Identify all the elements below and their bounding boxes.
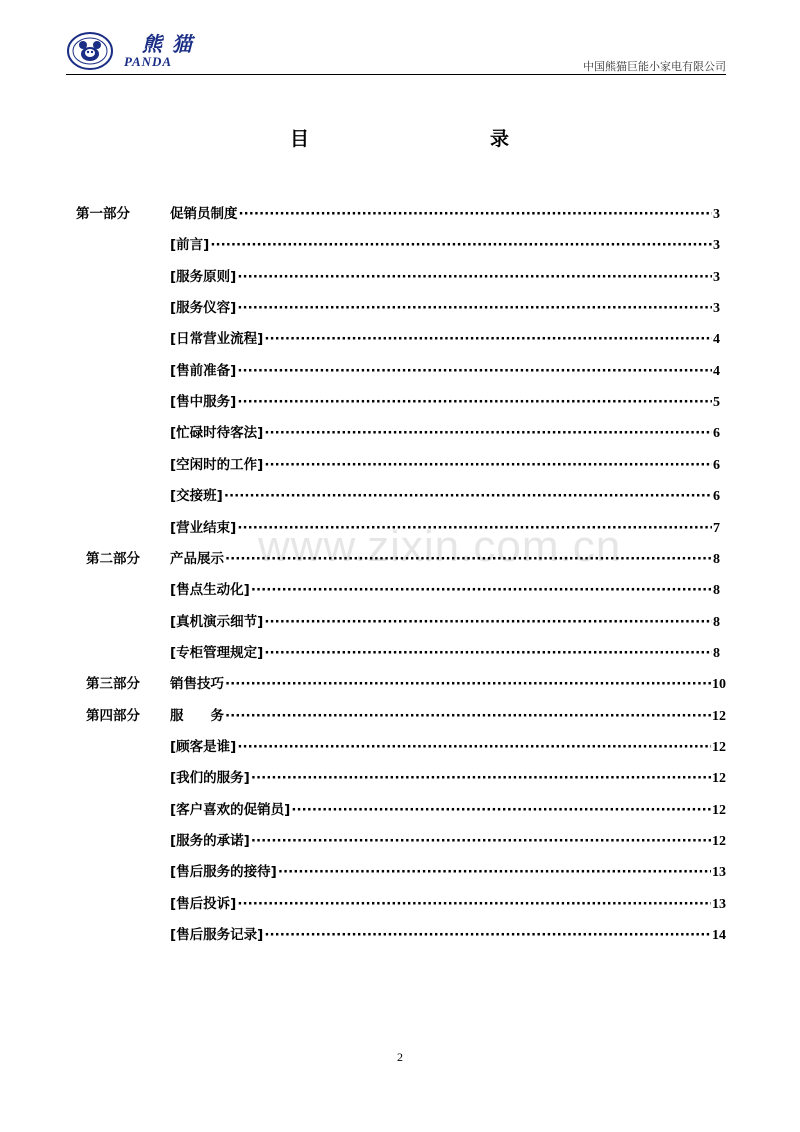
toc-leader-dots bbox=[237, 391, 712, 413]
toc-entry[interactable] bbox=[170, 548, 720, 571]
toc-entry-label: [售后服务的接待] bbox=[170, 864, 277, 881]
logo-text: PANDA bbox=[124, 54, 173, 69]
toc-leader-dots bbox=[291, 799, 711, 821]
toc-leader-dots bbox=[237, 297, 712, 319]
toc-row bbox=[0, 485, 800, 507]
toc-entry[interactable] bbox=[170, 799, 726, 822]
toc-entry-label: [营业结束] bbox=[170, 519, 237, 536]
watermark: www.zixin.com.cn bbox=[258, 522, 622, 571]
toc-page-number: 4 bbox=[713, 363, 720, 379]
toc-leader-dots bbox=[237, 266, 712, 288]
toc-page-number: 13 bbox=[712, 865, 726, 881]
toc-title-right: 录 bbox=[490, 128, 510, 150]
toc-leader-dots bbox=[251, 767, 711, 789]
toc-entry[interactable] bbox=[170, 830, 726, 853]
toc-row bbox=[0, 924, 800, 946]
toc-entry[interactable] bbox=[170, 736, 726, 759]
toc-page-number: 6 bbox=[713, 426, 720, 442]
toc-entry-label: [售后服务记录] bbox=[170, 927, 264, 944]
toc-leader-dots bbox=[264, 611, 712, 633]
toc-leader-dots bbox=[264, 422, 712, 444]
toc-part-label: 第三部分 bbox=[86, 676, 140, 693]
toc-entry-label: [客户喜欢的促销员] bbox=[170, 801, 291, 818]
toc-entry-label: 促销员制度 bbox=[170, 206, 238, 222]
toc-row bbox=[0, 642, 800, 664]
toc-entry[interactable] bbox=[170, 673, 726, 696]
toc-page-number: 8 bbox=[713, 614, 720, 630]
toc-page-number: 12 bbox=[712, 802, 726, 818]
toc-page-number: 8 bbox=[713, 583, 720, 599]
toc-entry-label: [交接班] bbox=[170, 488, 223, 505]
toc-entry[interactable] bbox=[170, 485, 720, 508]
toc-entry[interactable] bbox=[170, 924, 726, 947]
toc-row bbox=[0, 736, 800, 758]
toc-entry[interactable] bbox=[170, 266, 720, 289]
toc-page-number: 12 bbox=[712, 771, 726, 787]
toc-entry[interactable] bbox=[170, 360, 720, 383]
toc-row bbox=[0, 517, 800, 539]
toc-row bbox=[0, 830, 800, 852]
toc-page-number: 8 bbox=[713, 551, 720, 567]
toc-entry[interactable] bbox=[170, 203, 720, 226]
toc-page-number: 3 bbox=[713, 238, 720, 254]
toc-row bbox=[0, 266, 800, 288]
toc-entry-label: [我们的服务] bbox=[170, 770, 250, 787]
toc-entry[interactable] bbox=[170, 893, 726, 916]
toc-part-label: 第一部分 bbox=[76, 206, 130, 222]
toc-row bbox=[0, 297, 800, 319]
toc-entry[interactable] bbox=[170, 642, 720, 665]
toc-part-label: 第二部分 bbox=[86, 550, 140, 567]
toc-entry[interactable] bbox=[170, 579, 720, 602]
toc-leader-dots bbox=[237, 736, 711, 758]
toc-row bbox=[0, 234, 800, 256]
toc-entry-label: [服务仪容] bbox=[170, 300, 237, 317]
toc-entry-label: 销售技巧 bbox=[170, 676, 224, 693]
toc-title bbox=[0, 124, 800, 154]
toc-entry-label: [服务的承诺] bbox=[170, 833, 250, 849]
toc-title-left: 目 bbox=[290, 128, 310, 150]
toc-page-number: 14 bbox=[712, 928, 726, 944]
toc-row bbox=[0, 673, 800, 695]
toc-leader-dots bbox=[224, 485, 712, 507]
toc-page-number: 10 bbox=[712, 677, 726, 693]
toc-row bbox=[0, 454, 800, 476]
toc-page-number: 12 bbox=[712, 708, 726, 724]
toc-leader-dots bbox=[237, 517, 712, 539]
toc-leader-dots bbox=[225, 705, 711, 727]
toc-row bbox=[0, 861, 800, 883]
toc-page-number: 7 bbox=[713, 520, 720, 536]
toc-leader-dots bbox=[251, 830, 711, 852]
toc-row bbox=[0, 203, 800, 225]
toc-entry[interactable] bbox=[170, 422, 720, 445]
toc-entry[interactable] bbox=[170, 767, 726, 790]
toc-row bbox=[0, 328, 800, 350]
toc-entry-label: [前言] bbox=[170, 237, 210, 254]
toc-row bbox=[0, 422, 800, 444]
toc-page-number: 3 bbox=[713, 301, 720, 317]
toc-page-number: 6 bbox=[713, 489, 720, 505]
toc-entry-label: [售后投诉] bbox=[170, 895, 237, 912]
toc-entry-label: [专柜管理规定] bbox=[170, 644, 264, 661]
toc-entry-label: [服务原则] bbox=[170, 268, 237, 285]
toc-leader-dots bbox=[239, 203, 713, 225]
toc-page-number: 3 bbox=[713, 207, 720, 222]
toc-page-number: 13 bbox=[712, 896, 726, 912]
toc-leader-dots bbox=[225, 673, 711, 695]
toc-entry-label: [日常营业流程] bbox=[170, 331, 264, 348]
toc-row bbox=[0, 893, 800, 915]
toc-row bbox=[0, 579, 800, 601]
toc-page-number: 8 bbox=[713, 645, 720, 661]
toc-row bbox=[0, 799, 800, 821]
toc-entry[interactable] bbox=[170, 234, 720, 257]
company-name: 中国熊猫巨能小家电有限公司 bbox=[583, 60, 726, 73]
toc-page-number: 3 bbox=[713, 269, 720, 285]
toc-entry[interactable] bbox=[170, 328, 720, 351]
toc-entry[interactable] bbox=[170, 391, 720, 414]
toc-leader-dots bbox=[237, 360, 712, 382]
toc-entry[interactable] bbox=[170, 611, 720, 634]
toc-entry-label: [忙碌时待客法] bbox=[170, 425, 264, 442]
toc-page-number: 4 bbox=[713, 332, 720, 348]
toc-entry-label: [售前准备] bbox=[170, 362, 237, 379]
toc-row bbox=[0, 360, 800, 382]
toc-entry-label: 服 务 bbox=[170, 707, 224, 724]
toc-leader-dots bbox=[264, 454, 712, 476]
toc-entry[interactable] bbox=[170, 297, 720, 320]
toc-entry[interactable] bbox=[170, 454, 720, 477]
toc-entry[interactable] bbox=[170, 861, 726, 884]
toc-entry-label: [真机演示细节] bbox=[170, 613, 264, 630]
toc-page-number: 12 bbox=[712, 739, 726, 755]
toc-entry-label: [顾客是谁] bbox=[170, 738, 237, 755]
toc-row bbox=[0, 548, 800, 570]
toc-row bbox=[0, 391, 800, 413]
toc-leader-dots bbox=[264, 328, 712, 350]
page-header bbox=[66, 28, 726, 75]
toc-row bbox=[0, 611, 800, 633]
logo-chinese-text: 熊猫 bbox=[142, 32, 202, 56]
toc-leader-dots bbox=[237, 893, 711, 915]
toc-row bbox=[0, 705, 800, 727]
toc-leader-dots bbox=[264, 642, 712, 664]
toc-leader-dots bbox=[210, 234, 712, 256]
toc-entry-label: [售点生动化] bbox=[170, 582, 250, 599]
toc-leader-dots bbox=[264, 924, 711, 946]
toc-entry-label: 产品展示 bbox=[170, 550, 224, 567]
toc-entry[interactable] bbox=[170, 705, 726, 728]
toc-leader-dots bbox=[278, 861, 711, 883]
toc-page-number: 5 bbox=[713, 395, 720, 411]
toc-leader-dots bbox=[225, 548, 712, 570]
toc-page-number: 12 bbox=[712, 834, 726, 849]
toc-row bbox=[0, 767, 800, 789]
toc-entry[interactable] bbox=[170, 517, 720, 540]
toc-page-number: 6 bbox=[713, 457, 720, 473]
toc-part-label: 第四部分 bbox=[86, 707, 140, 724]
toc-entry-label: [售中服务] bbox=[170, 394, 237, 411]
toc-leader-dots bbox=[251, 579, 712, 601]
toc-entry-label: [空闲时的工作] bbox=[170, 456, 264, 473]
page-number: 2 bbox=[397, 1050, 403, 1064]
